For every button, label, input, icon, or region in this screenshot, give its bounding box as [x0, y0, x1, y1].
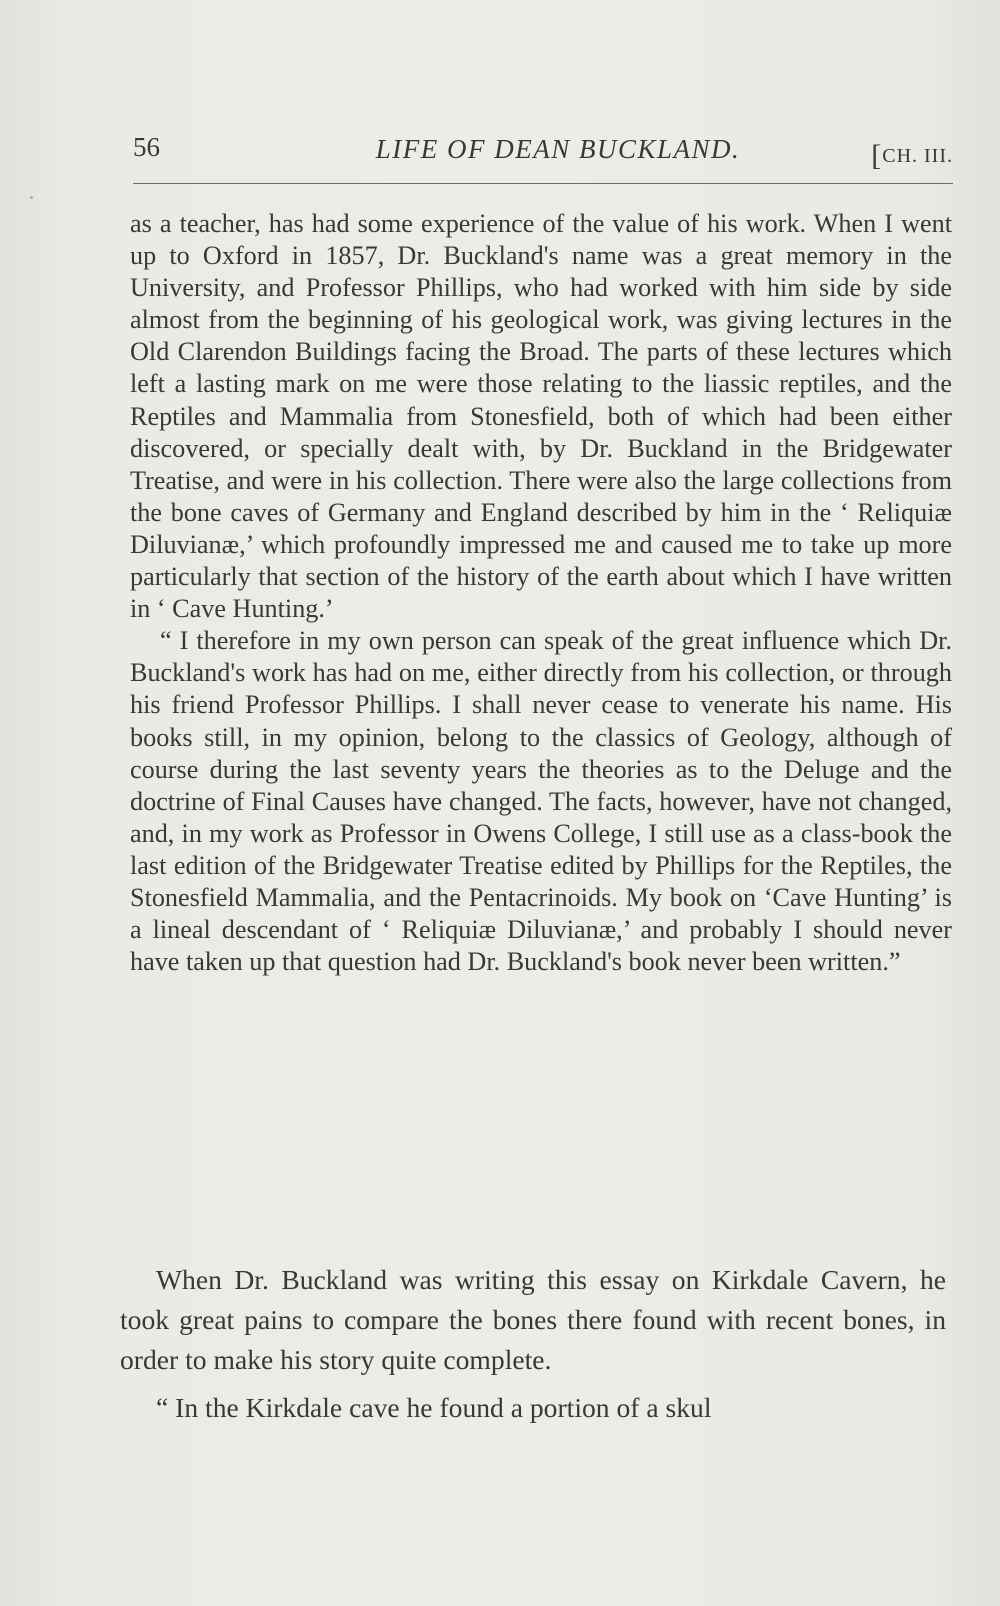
body-paragraph-1: When Dr. Buckland was writing this essay on Kirkdale Cavern, he took great pains to compare the bones there found with recent bones, in order to make his story quite complete. [120, 1264, 946, 1375]
quoted-letter [130, 208, 952, 978]
page-header [133, 130, 953, 170]
quote-paragraph-1: as a teacher, has had some experience of the value of his work. When I went up to Oxford in 1857, Dr. Buckland's name was a great memory in the University, and Professor Phillips, who had worked with him side by side almost from the beginning of his geological work, was giving lectures in the Old Clarendon Buildings facing the Broad. The parts of these lectures which left a lasting mark on me were those relating to the liassic reptiles, and the Reptiles and Mammalia from Stonesfield, both of which had been either discovered, or specially dealt with, by Dr. Buckland in the Bridgewater Treatise, and were in his collection. There were also the large collections from the bone caves of Germany and England described by him in the ‘ Reliquiæ Diluvianæ,’ which profoundly impressed me and caused me to take up more particularly that section of the history of the earth about which I have written in ‘ Cave Hunting.’ [130, 209, 952, 624]
body-paragraph-2: “ In the Kirkdale cave he found a portion of a skul [156, 1392, 712, 1423]
chapter-mark [871, 136, 953, 170]
quote-paragraph-2: “ I therefore in my own person can speak of the great influence which Dr. Buckland's work has had on me, either directly from his collection, or through his friend Professor Phillips. I shall never cease to venerate his name. His books still, in my opinion, belong to the classics of Geology, although of course during the last seventy years the theories as to the Deluge and the doctrine of Final Causes have changed. The facts, however, have not changed, and, in my work as Professor in Owens College, I still use as a class-book the last edition of the Bridgewater Treatise edited by Phillips for the Reptiles, the Stonesfield Mammalia, and the Pentacrinoids. My book on ‘Cave Hunting’ is a lineal descendant of ‘ Reliquiæ Diluvianæ,’ and probably I should never have taken up that question had Dr. Buckland's book never been written.” [130, 626, 952, 977]
page-number: 56 [133, 132, 160, 162]
body-text [120, 1260, 946, 1428]
chapter-label: CH. III. [882, 145, 953, 167]
paper-speck [30, 196, 33, 199]
header-rule [133, 183, 953, 184]
running-title: LIFE OF DEAN BUCKLAND. [375, 134, 741, 164]
chapter-bracket: [ [871, 139, 883, 172]
